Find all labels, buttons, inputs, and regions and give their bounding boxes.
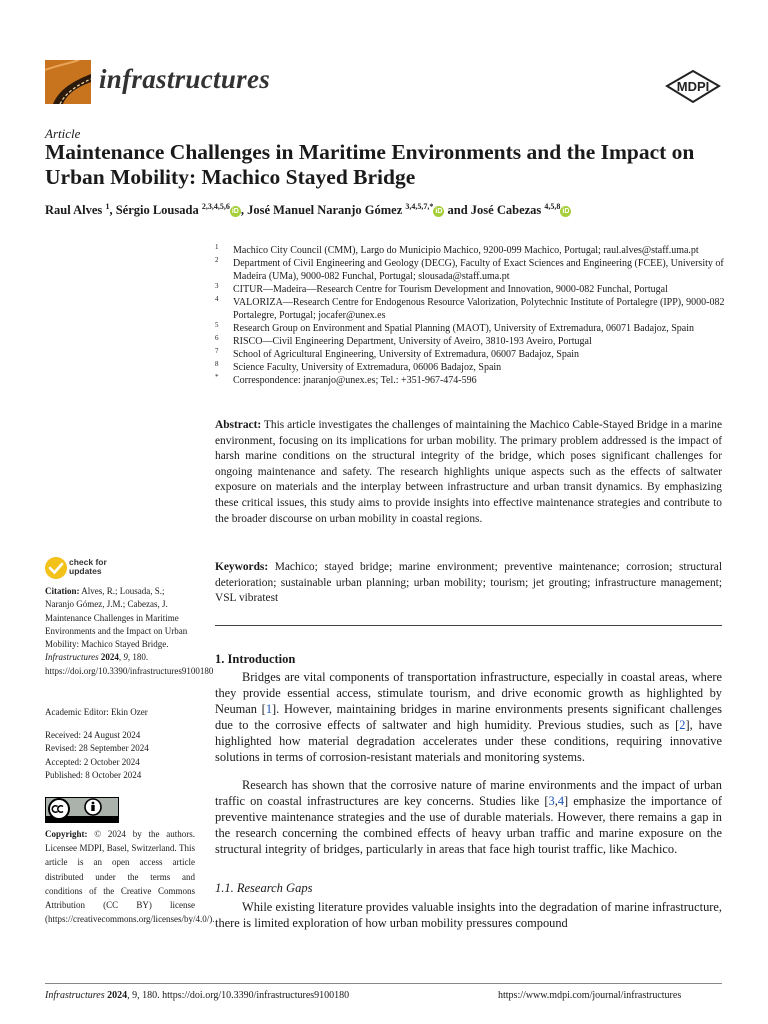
citation-block: Citation: Alves, R.; Lousada, S.; Naranjo Gómez, J.M.; Cabezas, J. Maintenance Challenges in Maritime Environments and the Impact on Urban Mobility: Machico Stayed Bridge. Infrastructures 2024, 9, 180. https://doi.org/10.3390/infrastructures9100180 [45,586,214,676]
check-for-updates-badge[interactable] [45,557,165,579]
published-date: Published: 8 October 2024 [45,769,142,780]
affiliation-text: School of Agricultural Engineering, University of Extremadura, 06007 Badajoz, Spain [233,349,580,360]
body-paragraph [215,670,722,765]
orcid-icon[interactable]: iD [562,208,570,215]
affiliation-item [210,257,730,283]
check-updates-line: check for [69,557,107,567]
journal-logo[interactable] [45,60,295,106]
cc-by-license-icon[interactable] [45,797,119,823]
author-affil-sup: 1 [105,202,110,211]
affiliation-text: Science Faculty, University of Extremadura, 06006 Badajoz, Spain [233,362,502,373]
affiliation-number: 8 [215,360,219,368]
paragraph-text: Research has shown that the corrosive nature of marine environments and the impact of urban traffic on coastal infrastructures are key concerns. Studies like [ [215,778,722,808]
orcid-icon[interactable]: iD [231,208,239,215]
citation-link[interactable]: 2 [679,717,686,732]
affiliation-number: 4 [215,295,219,303]
journal-name: infrastructures [99,64,271,94]
affiliation-text: VALORIZA—Research Centre for Endogenous Resource Valorization, Polytechnic Institute of Portalegre (IPP), 9000-082 Portalegre, Portugal; jocafer@unex.es [233,297,725,321]
section-heading: 1. Introduction [215,652,296,666]
keywords-text: Machico; stayed bridge; marine environment; preventive maintenance; corrosion; structural deterioration; sustainable urban planning; urban mobility; tourism; jet grouting; infrastructure management; VSL vibratest [215,561,722,605]
orcid-icon[interactable]: iD [435,208,443,215]
author-affil-sup: 2,3,4,5,6 [201,202,230,211]
body-paragraph [215,778,722,858]
paragraph-text: ]. However, maintaining bridges in marine environments presents significant challenges due to the corrosive effects of saltwater and high humidity. Previous studies, such as [ [215,701,722,732]
affiliation-item [210,374,730,387]
affiliation-number: 2 [215,256,219,264]
citation-label: Citation: [45,586,80,596]
affiliation-text: Research Group on Environment and Spatial Planning (MAOT), University of Extremadura, 06071 Badajoz, Spain [233,323,695,334]
citation-link[interactable]: 1 [265,701,273,716]
citation-link[interactable]: 4 [557,793,565,808]
affiliation-number: 1 [215,243,219,251]
footer-doi[interactable]: , 9, 180. https://doi.org/10.3390/infrastructures9100180 [127,990,350,1001]
copyright-text: © 2024 by the authors. Licensee MDPI, Basel, Switzerland. This article is an open access article distributed under the terms and conditions of the Creative Commons Attribution (CC BY) license (https://creativecommons.org/licenses/by/4.0/). [45,829,215,925]
author-name[interactable]: Raul Alves [45,203,103,217]
footer-divider [45,983,722,984]
author-name[interactable]: José Cabezas [470,203,542,217]
footer-year: 2024 [107,990,128,1001]
affiliation-item [210,296,730,322]
keywords [215,560,722,607]
section-divider [215,625,722,626]
affiliation-item [210,322,730,335]
affiliation-item [210,244,730,257]
affiliation-item [210,283,730,296]
affiliation-item [210,335,730,348]
revised-date: Revised: 28 September 2024 [45,743,149,754]
subsection-heading: 1.1. Research Gaps [215,881,313,895]
copyright-label: Copyright: [45,829,88,839]
citation-year: 2024 [100,652,119,663]
footer-citation [45,990,349,1001]
abstract-label: Abstract: [215,419,262,431]
body-paragraph: While existing literature provides valuable insights into the degradation of marine infrastructure, there is limited exploration of how urban mobility pressures compound [215,900,722,930]
affiliation-item [210,361,730,374]
mdpi-logo-text: MDPI [676,79,710,94]
copyright-notice [45,827,215,926]
road-icon [45,60,91,104]
article-title: Maintenance Challenges in Maritime Environments and the Impact on Urban Mobility: Machico Stayed Bridge [45,140,695,189]
affiliation-text: Machico City Council (CMM), Largo do Municipio Machico, 9200-099 Machico, Portugal; raul.alves@staff.uma.pt [233,245,699,256]
paragraph-text: Bridges are vital components of transportation infrastructure, especially in coastal areas, where they provide essential access, stimulate tourism, and drive economic growth as highlighted by Neuman [ [215,670,722,716]
citation-doi[interactable]: , 180. https://doi.org/10.3390/infrastructures9100180 [45,652,214,676]
citation-volume: 9 [123,652,128,663]
abstract [215,418,722,527]
citation-text: Alves, R.; Lousada, S.; Naranjo Gómez, J.M.; Cabezas, J. Maintenance Challenges in Maritime Environments and the Impact on Urban Mobility: Machico Stayed Bridge. [45,586,188,650]
publication-dates [45,729,149,782]
footer-journal: Infrastructures [45,990,105,1001]
footer-journal-url[interactable]: https://www.mdpi.com/journal/infrastructures [498,990,682,1001]
author-affil-sup: 4,5,8 [544,202,561,211]
correspondence-text: Correspondence: jnaranjo@unex.es; Tel.: +351-967-474-596 [233,375,477,386]
affiliation-number: * [215,373,219,381]
authors-conjunction: and [447,203,468,217]
author-name[interactable]: José Manuel Naranjo Gómez [247,203,403,217]
keywords-label: Keywords: [215,561,269,573]
citation-separator: , [554,793,558,808]
affiliation-text: RISCO—Civil Engineering Department, University of Aveiro, 3810-193 Aveiro, Portugal [233,336,592,347]
affiliation-number: 7 [215,347,219,355]
academic-editor: Academic Editor: Ekin Ozer [45,707,148,717]
affiliation-text: CITUR—Madeira—Research Centre for Tourism Development and Innovation, 9000-082 Funchal, Portugal [233,284,668,295]
affiliation-list [210,244,730,387]
mdpi-logo[interactable] [664,70,722,104]
check-updates-line: updates [69,566,102,576]
affiliation-item [210,348,730,361]
paragraph-text: ], have highlighted how material degradation accelerates under these conditions, requiring innovative solutions in terms of corrosion-resistant materials and monitoring systems. [215,717,722,764]
paragraph-text: ] emphasize the importance of preventive maintenance strategies and the use of durable materials. However, there remains a gap in the research concerning the combined effects of heavy urban traffic and marine exposure on the structural integrity of bridges, particularly in areas that face high tourist traffic, like Machico. [215,793,722,856]
article-type: Article [45,126,81,141]
abstract-text: This article investigates the challenges of maintaining the Machico Cable-Stayed Bridge in a marine environment, focusing on its implications for urban mobility. The primary problem addressed is the impact of harsh marine conditions on the structural integrity of the bridge, which poses significant challenges for ongoing maintenance and safety. The research highlights unique aspects such as the effects of saltwater exposure on materials and the interplay between infrastructure and urban transit dynamics. By emphasizing these critical issues, this study aims to provide insights into effective maintenance strategies and contribute to the broader discourse on urban mobility in coastal regions. [215,419,722,525]
citation-journal: Infrastructures [45,652,99,663]
received-date: Received: 24 August 2024 [45,730,141,740]
author-name[interactable]: Sérgio Lousada [115,203,199,217]
affiliation-number: 6 [215,334,219,342]
author-affil-sup: 3,4,5,7,* [405,202,434,211]
affiliation-text: Department of Civil Engineering and Geology (DECG), Faculty of Exact Sciences and Engineering (FCEE), University of Madeira (UMa), 9000-082 Funchal, Portugal; slousada@staff.uma.pt [233,258,724,282]
checkmark-icon [45,557,67,579]
affiliation-number: 3 [215,282,219,290]
affiliation-number: 5 [215,321,219,329]
check-updates-label [69,558,107,576]
accepted-date: Accepted: 2 October 2024 [45,756,140,767]
citation-link[interactable]: 3 [548,793,555,808]
author-list: Raul Alves $^1$, Sérgio Lousada $^{2,3,4,5,6}$iD , José Manuel Naranjo Gómez $^{3,4,5,7,*}$iD and José Cabezas $^{4,5,8}$iD [45,202,570,217]
